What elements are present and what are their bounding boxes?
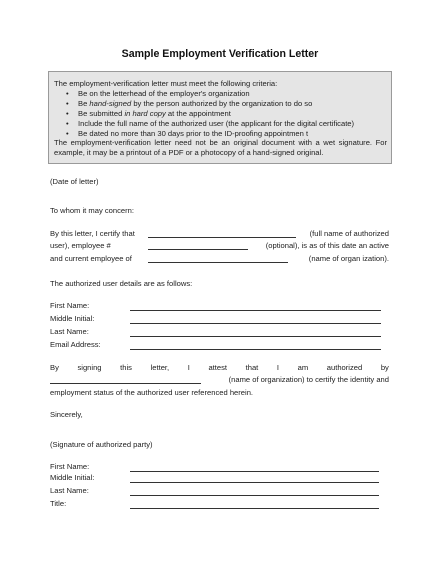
criteria-item: • Be on the letterhead of the employer's organization (66, 88, 250, 98)
signer-first-name-line[interactable] (130, 471, 379, 472)
signer-first-name-label: First Name: (50, 462, 90, 471)
attest-text: (name of organization) to certify the identity and (228, 375, 389, 384)
certify-text: By this letter, I certify that (50, 229, 135, 238)
document-title: Sample Employment Verification Letter (121, 48, 319, 60)
signer-last-name-line[interactable] (130, 495, 379, 496)
signer-title-line[interactable] (130, 508, 379, 509)
salutation: To whom it may concern: (50, 206, 134, 215)
attest-text: employment status of the authorized user referenced herein. (50, 388, 254, 397)
closing: Sincerely, (50, 410, 83, 419)
signer-middle-initial-line[interactable] (130, 482, 379, 483)
organization-line[interactable] (148, 262, 288, 263)
criteria-box (48, 71, 392, 164)
certify-text: (name of organ ization). (308, 254, 389, 263)
certify-text: (optional), is as of this date an active (265, 241, 389, 250)
criteria-item: • Be dated no more than 30 days prior to the ID-proofing appointmen t (66, 128, 309, 138)
certify-text: user), employee # (50, 241, 111, 250)
full-name-line[interactable] (148, 237, 296, 238)
certify-text: (full name of authorized (309, 229, 389, 238)
signer-last-name-label: Last Name: (50, 486, 89, 495)
date-of-letter: (Date of letter) (50, 177, 99, 186)
certify-text: and current employee of (50, 254, 132, 263)
user-last-name-label: Last Name: (50, 327, 89, 336)
bullet-icon: • (66, 98, 69, 108)
details-intro: The authorized user details are as follows: (50, 279, 193, 288)
attest-line-1: By signing this letter, I attest that I am authorized by (50, 363, 389, 372)
criteria-intro: The employment-verification letter must meet the following criteria: (54, 79, 278, 88)
signature-placeholder: (Signature of authorized party) (50, 440, 153, 449)
user-middle-initial-line[interactable] (130, 323, 381, 324)
criteria-list (54, 89, 387, 139)
user-last-name-line[interactable] (130, 336, 381, 337)
user-middle-initial-label: Middle Initial: (50, 314, 95, 323)
signer-title-label: Title: (50, 499, 67, 508)
user-first-name-line[interactable] (130, 310, 381, 311)
bullet-icon: • (66, 128, 69, 138)
signer-middle-initial-label: Middle Initial: (50, 473, 95, 482)
criteria-note: The employment-verification letter need not be an original document with a wet signature. For example, it may be a printout of a PDF or a photocopy of a hand-signed original. (54, 138, 387, 158)
bullet-icon: • (66, 88, 69, 98)
user-email-label: Email Address: (50, 340, 101, 349)
bullet-icon: • (66, 118, 69, 128)
criteria-item: • Include the full name of the authorized user (the applicant for the digital certificate) (66, 118, 355, 128)
user-first-name-label: First Name: (50, 301, 90, 310)
employee-number-line[interactable] (148, 249, 248, 250)
bullet-icon: • (66, 108, 69, 118)
attest-organization-line[interactable] (50, 383, 201, 384)
criteria-item: • Be hand-signed by the person authorized by the organization to do so (66, 98, 313, 108)
criteria-item: • Be submitted in hard copy at the appointment (66, 108, 231, 118)
user-email-line[interactable] (130, 349, 381, 350)
